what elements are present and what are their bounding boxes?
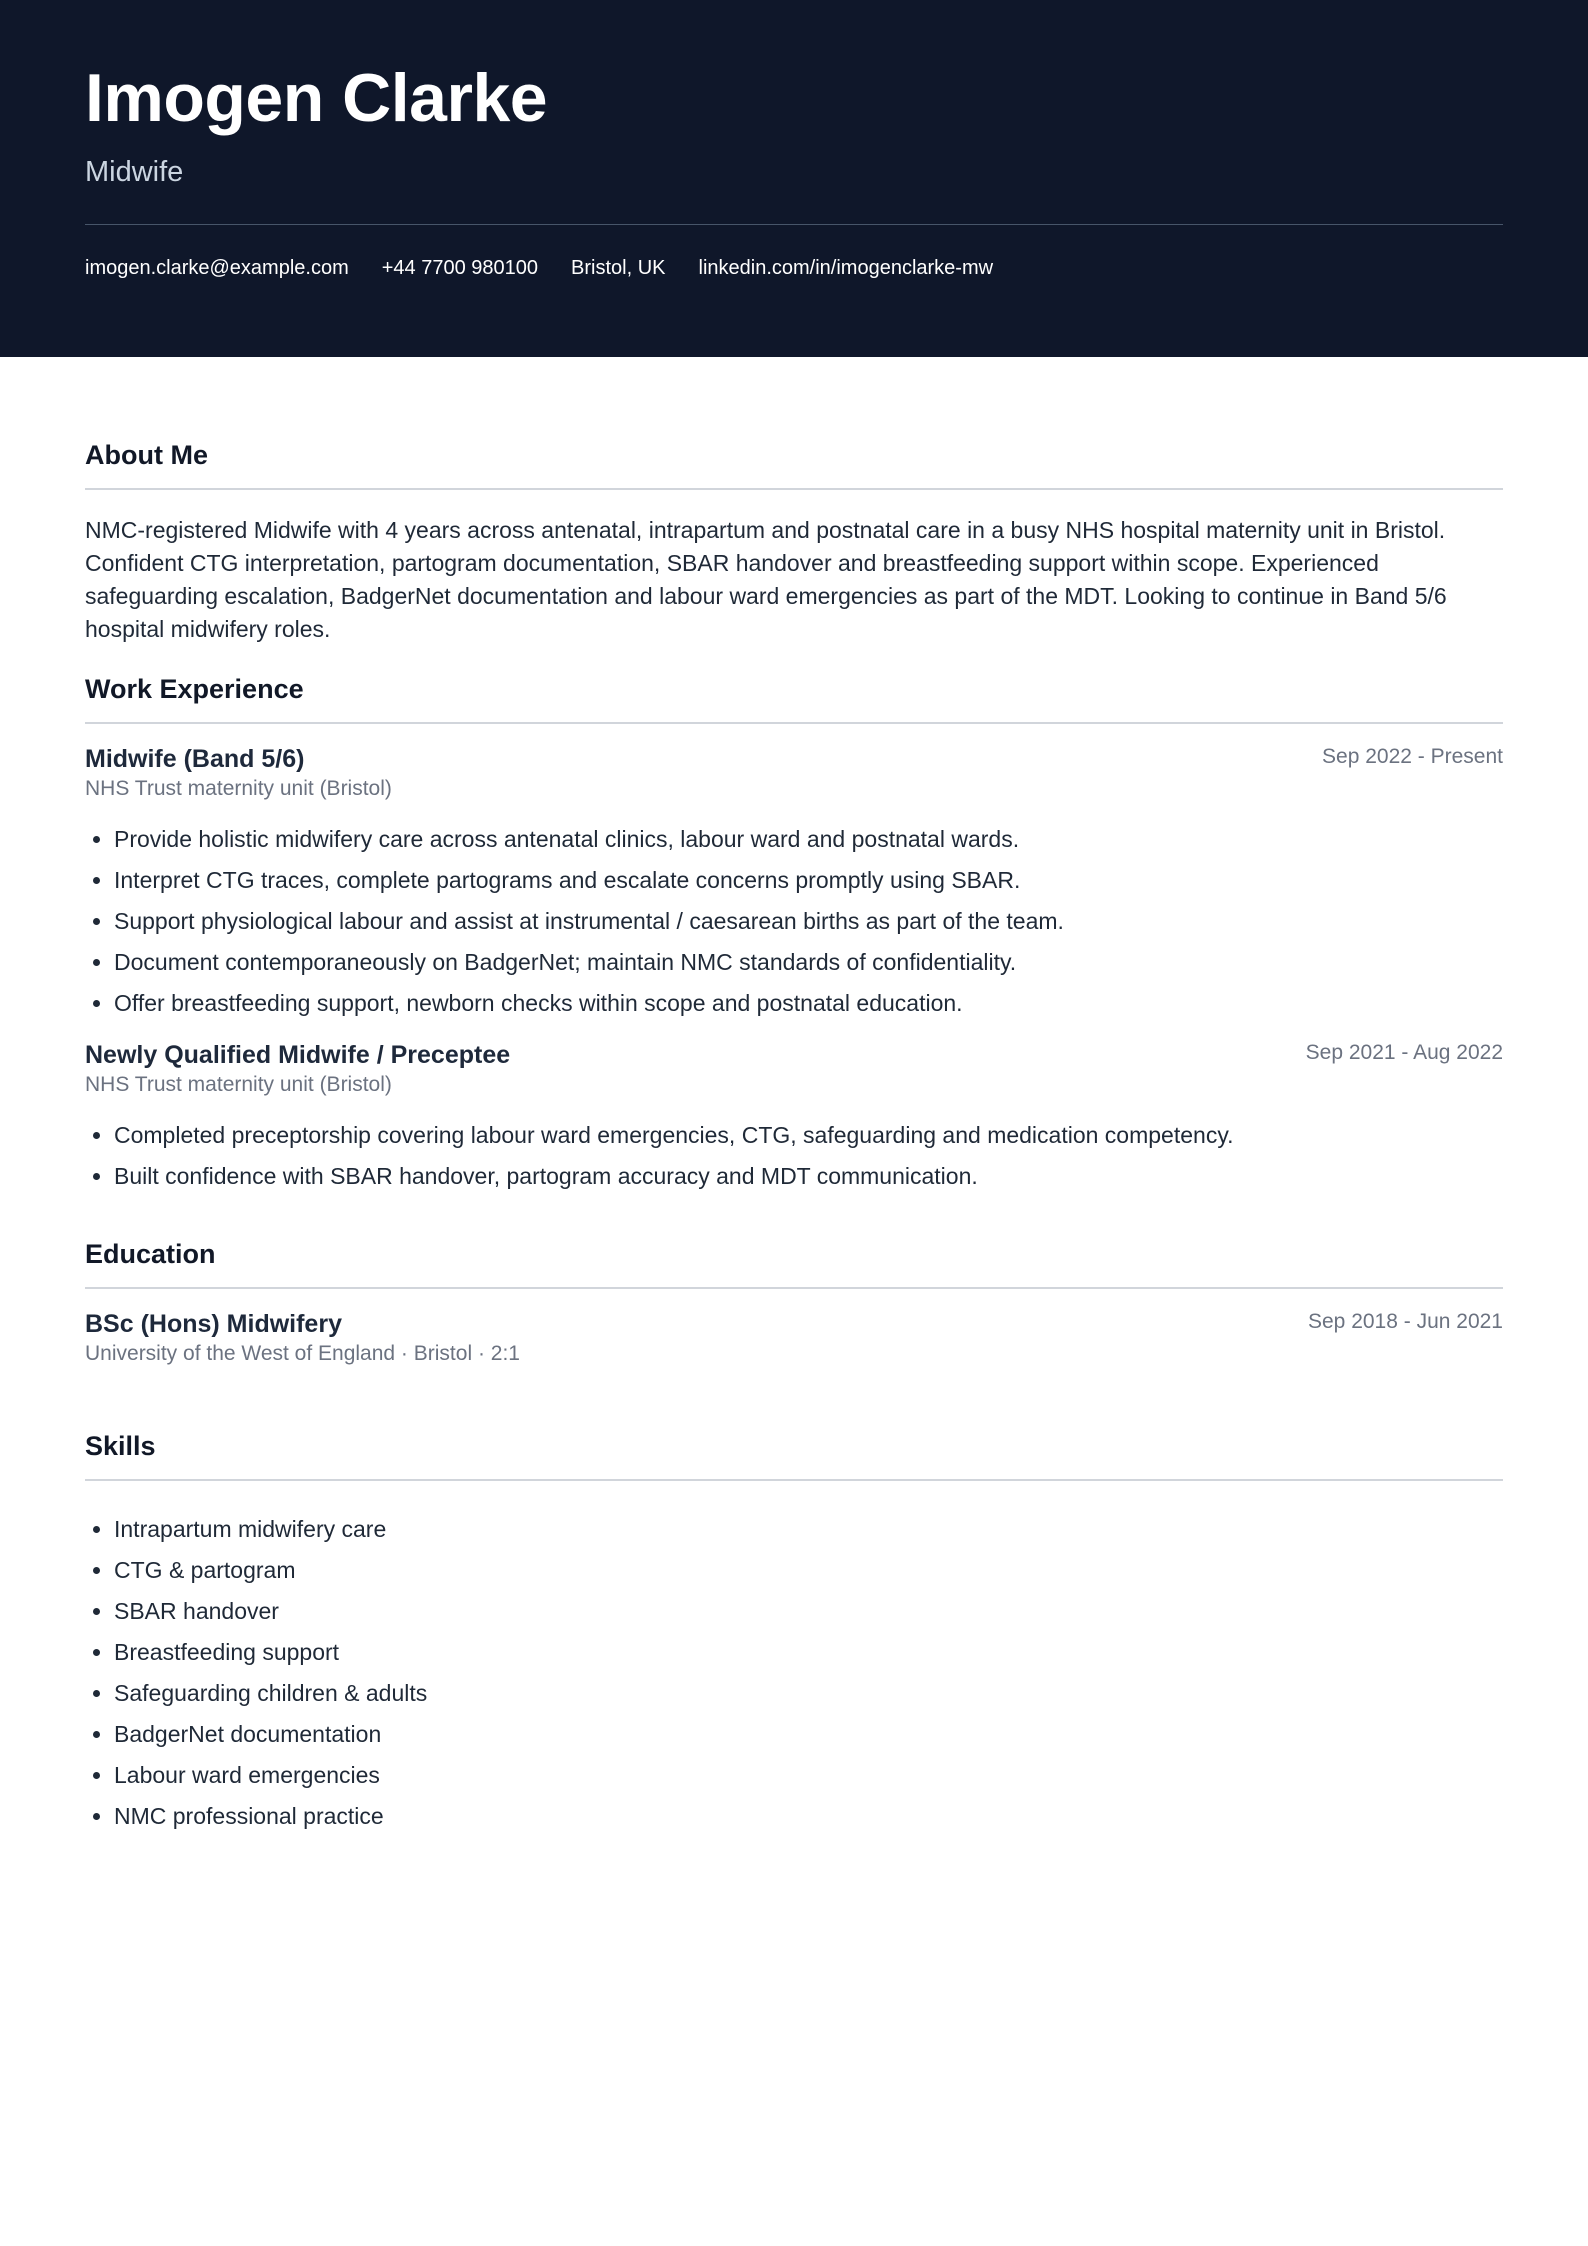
job-title: Midwife (Band 5/6) bbox=[85, 745, 305, 773]
job-employer: NHS Trust maternity unit (Bristol) bbox=[85, 1073, 392, 1097]
education-dates: Sep 2018 - Jun 2021 bbox=[1308, 1310, 1503, 1334]
job-bullets bbox=[85, 1115, 1503, 1197]
section-title: About Me bbox=[85, 440, 208, 470]
job-dates: Sep 2022 - Present bbox=[1322, 745, 1503, 768]
section-divider bbox=[85, 722, 1503, 724]
job-header bbox=[85, 1040, 1503, 1070]
skill-item: • Intrapartum midwifery care bbox=[114, 1509, 1503, 1550]
contact-phone: +44 7700 980100 bbox=[381, 257, 539, 279]
job-bullets bbox=[85, 819, 1503, 1024]
section-title: Work Experience bbox=[85, 674, 304, 704]
skills-section bbox=[85, 1430, 1503, 1837]
section-title: Education bbox=[85, 1239, 216, 1270]
job-entry bbox=[85, 744, 1503, 1024]
contact-location: Bristol, UK bbox=[571, 257, 666, 279]
skill-item: • NMC professional practice bbox=[114, 1796, 1503, 1837]
experience-section bbox=[85, 676, 1503, 1197]
list-item: • Completed preceptorship covering labour ward emergencies, CTG, safeguarding and medication competency. bbox=[114, 1115, 1503, 1156]
candidate-name: Imogen Clarke bbox=[85, 60, 548, 136]
skills-list bbox=[85, 1509, 1503, 1837]
education-section bbox=[85, 1241, 1503, 1366]
header-divider bbox=[85, 224, 1503, 225]
education-header bbox=[85, 1309, 1503, 1339]
job-entry bbox=[85, 1040, 1503, 1197]
section-divider bbox=[85, 1287, 1503, 1289]
section-divider bbox=[85, 1479, 1503, 1481]
skill-item: • CTG & partogram bbox=[114, 1550, 1503, 1591]
job-header bbox=[85, 744, 1503, 774]
list-item: • Provide holistic midwifery care across antenatal clinics, labour ward and postnatal wards. bbox=[114, 819, 1503, 860]
contact-email: imogen.clarke@example.com bbox=[85, 257, 349, 279]
list-item: • Offer breastfeeding support, newborn checks within scope and postnatal education. bbox=[114, 983, 1503, 1024]
education-school: University of the West of England · Bristol · 2:1 bbox=[85, 1342, 520, 1366]
skill-item: • Breastfeeding support bbox=[114, 1632, 1503, 1673]
contact-linkedin: linkedin.com/in/imogenclarke-mw bbox=[698, 257, 994, 279]
list-item: • Document contemporaneously on BadgerNet; maintain NMC standards of confidentiality. bbox=[114, 942, 1503, 983]
skill-item: • SBAR handover bbox=[114, 1591, 1503, 1632]
degree-title: BSc (Hons) Midwifery bbox=[85, 1310, 342, 1339]
skill-item: • Labour ward emergencies bbox=[114, 1755, 1503, 1796]
resume-header bbox=[0, 0, 1588, 357]
education-entry bbox=[85, 1309, 1503, 1366]
skill-item: • BadgerNet documentation bbox=[114, 1714, 1503, 1755]
about-text: NMC-registered Midwife with 4 years across antenatal, intrapartum and postnatal care in a busy NHS hospital maternity unit in Bristol. Confident CTG interpretation, partogram documentation, SBAR handover and breastfeeding support within scope. Experienced safeguarding escalation, BadgerNet documentation and labour ward emergencies as part of the MDT. Looking to continue in Band 5/6 hospital midwifery roles. bbox=[85, 517, 1447, 642]
contact-bar bbox=[85, 257, 1503, 280]
job-title: Newly Qualified Midwife / Preceptee bbox=[85, 1041, 511, 1070]
skill-item: • Safeguarding children & adults bbox=[114, 1673, 1503, 1714]
about-section bbox=[85, 442, 1503, 646]
list-item: • Built confidence with SBAR handover, partogram accuracy and MDT communication. bbox=[114, 1156, 1503, 1197]
list-item: • Support physiological labour and assist at instrumental / caesarean births as part of the team. bbox=[114, 901, 1503, 942]
section-title: Skills bbox=[85, 1430, 156, 1461]
candidate-role: Midwife bbox=[85, 156, 184, 188]
section-divider bbox=[85, 488, 1503, 490]
list-item: • Interpret CTG traces, complete partograms and escalate concerns promptly using SBAR. bbox=[114, 860, 1503, 901]
job-employer: NHS Trust maternity unit (Bristol) bbox=[85, 777, 392, 800]
job-dates: Sep 2021 - Aug 2022 bbox=[1305, 1041, 1503, 1065]
resume-body bbox=[0, 357, 1588, 1837]
